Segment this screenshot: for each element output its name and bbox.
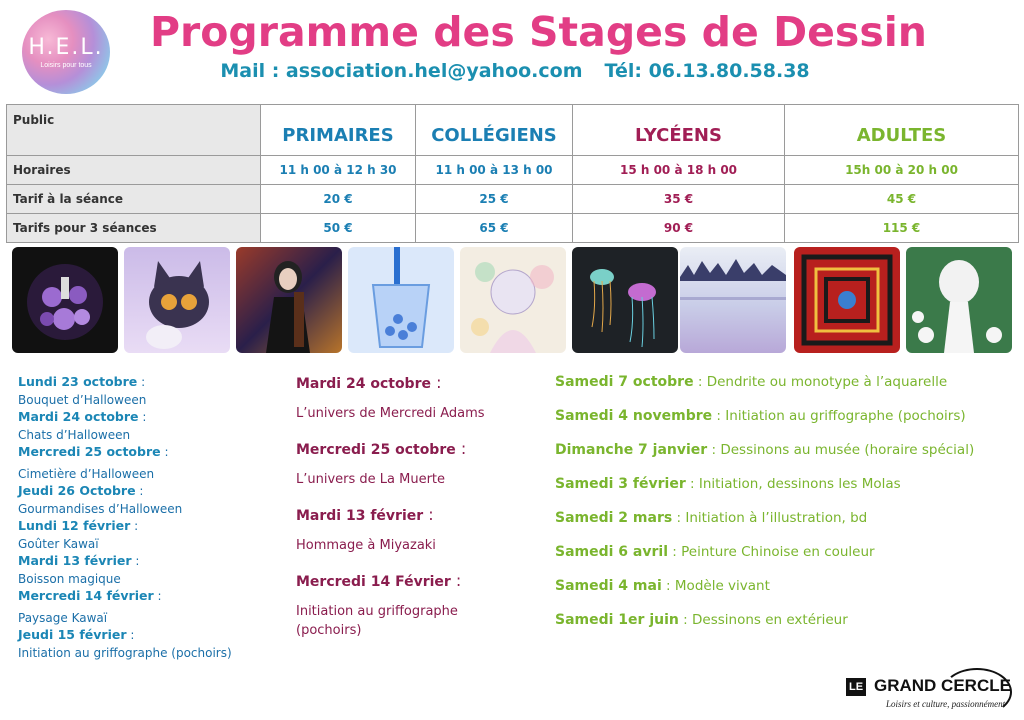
row-label-horaires: Horaires (7, 156, 261, 185)
pricing-row-three (7, 214, 1019, 243)
session-date: Mardi 24 octobre (296, 376, 431, 392)
list-item: Mardi 24 octobre : L’univers de Mercredi Adams (296, 373, 546, 423)
level-collegiens: COLLÉGIENS (416, 105, 573, 156)
contact-phone[interactable]: Tél: 06.13.80.58.38 (604, 60, 810, 82)
list-item: Samedi 3 février : Initiation, dessinons les Molas (555, 476, 901, 492)
session-topic: Dessinons en extérieur (692, 612, 848, 628)
session-date: Samedi 1er juin (555, 612, 679, 628)
hours-adultes: 15h 00 à 20 h 00 (785, 156, 1019, 185)
session-date: Mardi 24 octobre (18, 409, 139, 424)
list-item: Samedi 6 avril : Peinture Chinoise en couleur (555, 544, 875, 560)
list-item: Samedi 4 mai : Modèle vivant (555, 578, 770, 594)
list-item: Jeudi 26 Octobre : Gourmandises d’Halloween (18, 483, 278, 516)
level-lyceens: LYCÉENS (573, 105, 785, 156)
list-item: Dimanche 7 janvier : Dessinons au musée (horaire spécial) (555, 442, 975, 458)
list-item: Samedi 4 novembre : Initiation au griffographe (pochoirs) (555, 408, 966, 424)
contact-line (150, 60, 880, 82)
session-date: Mercredi 14 février (18, 588, 154, 603)
price-single-primaires: 20 € (261, 185, 416, 214)
list-item: Samedi 2 mars : Initiation à l’illustration, bd (555, 510, 868, 526)
artwork-mercredi-adams (236, 247, 342, 353)
session-topic: Hommage à Miyazaki (296, 538, 436, 553)
price-three-lyceens: 90 € (573, 214, 785, 243)
session-date: Samedi 4 mai (555, 578, 662, 594)
session-date: Jeudi 15 février (18, 627, 127, 642)
session-date: Mercredi 25 octobre (18, 444, 161, 459)
level-adultes: ADULTES (785, 105, 1019, 156)
session-topic: Goûter Kawaï (18, 537, 99, 551)
session-date: Lundi 12 février (18, 518, 131, 533)
artwork-bubble-tea (348, 247, 454, 353)
sponsor-tagline: Loisirs et culture, passionnément (886, 699, 1006, 709)
session-topic: Initiation au griffographe (pochoirs) (18, 646, 232, 660)
session-topic: Boisson magique (18, 572, 121, 586)
pricing-table (6, 104, 1019, 243)
session-date: Samedi 4 novembre (555, 408, 713, 424)
session-topic: Initiation, dessinons les Molas (698, 476, 901, 492)
logo-subtitle: Loisirs pour tous (40, 62, 92, 69)
artwork-molas (794, 247, 900, 353)
list-item: Jeudi 15 février : Initiation au griffographe (pochoirs) (18, 627, 278, 660)
artwork-miyazaki (906, 247, 1012, 353)
pricing-row-single (7, 185, 1019, 214)
list-item: Mercredi 25 octobre : Cimetière d’Halloween (18, 444, 278, 481)
session-date: Jeudi 26 Octobre (18, 483, 136, 498)
price-three-primaires: 50 € (261, 214, 416, 243)
session-date: Samedi 3 février (555, 476, 686, 492)
list-item: Samedi 7 octobre : Dendrite ou monotype à l’aquarelle (555, 374, 948, 390)
session-topic: Initiation à l’illustration, bd (685, 510, 868, 526)
session-date: Mercredi 25 octobre (296, 442, 456, 458)
price-single-lyceens: 35 € (573, 185, 785, 214)
session-topic: L’univers de La Muerte (296, 472, 446, 487)
logo-text: H.E.L. (28, 35, 104, 60)
level-primaires: PRIMAIRES (261, 105, 416, 156)
artwork-halloween-cat (124, 247, 230, 353)
price-single-collegiens: 25 € (416, 185, 573, 214)
session-topic: Initiation au griffographe (pochoirs) (725, 408, 966, 424)
row-label-three: Tarifs pour 3 séances (7, 214, 261, 243)
session-topic: Chats d’Halloween (18, 428, 131, 442)
primaires-schedule (18, 374, 278, 662)
price-three-adultes: 115 € (785, 214, 1019, 243)
sponsor-prefix: LE (846, 678, 866, 696)
list-item: Lundi 23 octobre : Bouquet d’Halloween (18, 374, 278, 407)
list-item: Mardi 24 octobre : Chats d’Halloween (18, 409, 278, 442)
session-date: Samedi 7 octobre (555, 374, 694, 390)
pricing-row-horaires (7, 156, 1019, 185)
hours-lyceens: 15 h 00 à 18 h 00 (573, 156, 785, 185)
price-three-collegiens: 65 € (416, 214, 573, 243)
session-date: Lundi 23 octobre (18, 374, 138, 389)
list-item: Mercredi 14 Février : Initiation au griffographe (pochoirs) (296, 571, 546, 640)
adultes-schedule (555, 374, 1015, 646)
pricing-row-public (7, 105, 1019, 156)
session-topic: Bouquet d’Halloween (18, 393, 147, 407)
session-topic: L’univers de Mercredi Adams (296, 406, 485, 421)
session-date: Samedi 6 avril (555, 544, 668, 560)
session-topic: Dendrite ou monotype à l’aquarelle (706, 374, 948, 390)
hel-logo (22, 10, 110, 94)
session-date: Samedi 2 mars (555, 510, 673, 526)
artwork-halloween-bouquet (12, 247, 118, 353)
list-item: Mercredi 25 octobre : L’univers de La Muerte (296, 439, 546, 489)
list-item: Samedi 1er juin : Dessinons en extérieur (555, 612, 848, 628)
list-item: Mardi 13 février : Boisson magique (18, 553, 278, 586)
list-item: Mercredi 14 février : Paysage Kawaï (18, 588, 278, 625)
contact-mail[interactable]: Mail : association.hel@yahoo.com (220, 60, 583, 82)
page-title: Programme des Stages de Dessin (150, 8, 927, 56)
session-date: Mardi 13 février (296, 508, 424, 524)
session-topic: Cimetière d’Halloween (18, 467, 155, 481)
session-date: Mardi 13 février (18, 553, 132, 568)
lyceens-schedule (296, 373, 546, 656)
list-item: Lundi 12 février : Goûter Kawaï (18, 518, 278, 551)
sponsor-logo (846, 668, 1016, 714)
price-single-adultes: 45 € (785, 185, 1019, 214)
session-date: Dimanche 7 janvier (555, 442, 708, 458)
hours-collegiens: 11 h 00 à 13 h 00 (416, 156, 573, 185)
artwork-watercolor-landscape (680, 247, 786, 353)
session-topic: Modèle vivant (674, 578, 770, 594)
sponsor-name: GRAND CERCLE (874, 676, 1011, 695)
session-topic: Dessinons au musée (horaire spécial) (720, 442, 975, 458)
session-topic: Initiation au griffographe (pochoirs) (296, 604, 458, 638)
session-topic: Gourmandises d’Halloween (18, 502, 183, 516)
session-date: Mercredi 14 Février (296, 574, 451, 590)
artwork-kawaii-drawing (460, 247, 566, 353)
session-topic: Peinture Chinoise en couleur (681, 544, 875, 560)
hours-primaires: 11 h 00 à 12 h 30 (261, 156, 416, 185)
artwork-jellyfish (572, 247, 678, 353)
row-label-public: Public (7, 105, 261, 156)
session-topic: Paysage Kawaï (18, 611, 108, 625)
row-label-single: Tarif à la séance (7, 185, 261, 214)
list-item: Mardi 13 février : Hommage à Miyazaki (296, 505, 546, 555)
